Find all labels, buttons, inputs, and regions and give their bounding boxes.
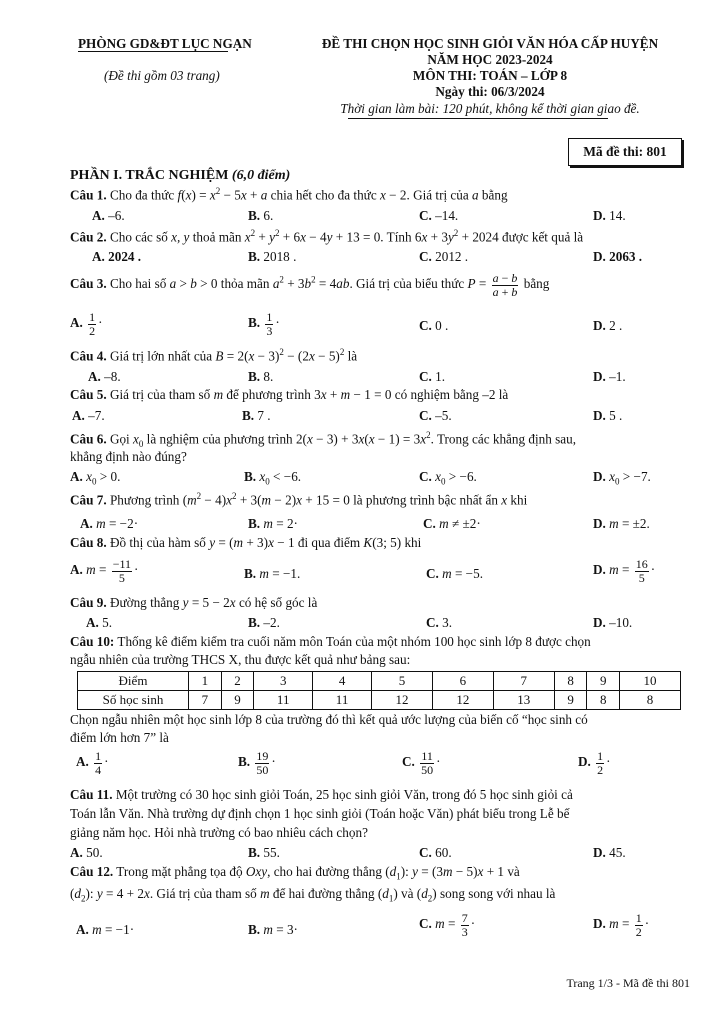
question-text: Đường thẳng	[109, 595, 180, 610]
question-text: . Tính	[380, 229, 412, 245]
question-text: bằng	[481, 187, 508, 203]
exam-title: ĐỀ THI CHỌN HỌC SINH GIỎI VĂN HÓA CẤP HUYỆN	[321, 36, 659, 51]
q1-option-c[interactable]: C. –14.	[419, 208, 459, 223]
q3-option-c[interactable]: C. 0 .	[419, 318, 449, 333]
duration: Thời gian làm bài: 120 phút, không kể thời gian giao đề.	[340, 101, 640, 116]
question-text: là nghiệm của phương trình	[146, 431, 293, 447]
q12-option-d[interactable]: D. m = $\frac{1}{2}$ ·	[593, 911, 650, 939]
question-text: Thống kê điểm kiểm tra cuối năm môn Toán của một nhóm 100 học sinh lớp 8 được chọn	[117, 634, 591, 649]
question-text: Gọi	[109, 431, 130, 447]
question-label: Câu 12.	[70, 864, 114, 879]
q3-option-d[interactable]: D. 2 .	[593, 318, 623, 333]
question-9: Câu 9. Đường thẳng y = 5 − 2x có hệ số góc là	[70, 595, 318, 610]
question-text: khi	[510, 492, 528, 508]
question-label: Câu 5.	[70, 387, 107, 402]
question-label: Câu 2.	[70, 229, 107, 245]
table-cell: 9	[554, 691, 587, 710]
question-text: đi qua điểm	[297, 535, 361, 550]
table-cell: 8	[554, 672, 587, 691]
q6-option-b[interactable]: B. $x_0 < -6$.	[244, 469, 302, 487]
question-label: Câu 8.	[70, 535, 107, 550]
exam-code-box: Mã đề thi: 801	[568, 138, 682, 166]
q9-option-d[interactable]: D. –10.	[593, 615, 633, 630]
score-table	[77, 671, 681, 710]
question-text: Một trường có 30 học sinh giỏi Toán, 25 học sinh giỏi Văn, trong đó 5 học sinh giỏi cả	[115, 787, 573, 802]
school-year: NĂM HỌC 2023-2024	[427, 52, 553, 67]
question-text: Cho hai số	[109, 276, 167, 292]
question-7: Câu 7. Phương trình $(m^2 - 4)x^2 + 3(m - 2)x + 15 = 0$ là phương trình bậc nhất ẩn x khi	[70, 491, 528, 508]
q12-option-b[interactable]: B. m = 3·	[248, 922, 298, 937]
table-cell: 7	[493, 672, 554, 691]
q1-option-b[interactable]: B. 6.	[248, 208, 274, 223]
table-cell: 8	[620, 691, 681, 710]
question-6-line2: khẳng định nào đúng?	[70, 449, 187, 464]
q8-option-a[interactable]: A. m = $\frac{-11}{5}$ ·	[70, 557, 139, 585]
table-row	[78, 672, 681, 691]
subject: MÔN THI: TOÁN – LỚP 8	[412, 68, 568, 83]
question-label: Câu 1.	[70, 187, 107, 203]
q1-option-a[interactable]: A. –6.	[92, 208, 125, 223]
question-text: Cho các số	[109, 229, 168, 245]
duration-underline	[348, 118, 608, 119]
table-cell: 9	[587, 672, 620, 691]
question-6: Câu 6. Gọi $x_0$ là nghiệm của phương trình $2(x - 3) + 3x(x - 1) = 3x^2$. Trong các khẳng định sau,	[70, 430, 577, 450]
question-10	[70, 634, 591, 651]
q5-option-c[interactable]: C. –5.	[419, 408, 452, 423]
q5-option-a[interactable]: A. –7.	[72, 408, 105, 423]
section-points: (6,0 điểm)	[231, 168, 291, 183]
q2-option-a[interactable]: A. 2024 .	[92, 249, 142, 264]
question-5: Câu 5. Giá trị của tham số m để phương trình 3x + m − 1 = 0 có nghiệm bằng –2 là	[70, 387, 509, 402]
q8-option-c[interactable]: C. m = −5.	[426, 566, 484, 581]
question-text: . Giá trị của biểu thức	[349, 276, 465, 292]
table-cell: 10	[620, 672, 681, 691]
q6-option-c[interactable]: C. $x_0 > -6$.	[419, 469, 477, 487]
question-10-line2: ngẫu nhiên của trường THCS X, thu được kết quả như bảng sau:	[70, 652, 411, 667]
q9-option-c[interactable]: C. 3.	[426, 615, 453, 630]
question-12: Câu 12. Trong mặt phẳng tọa độ Oxy, cho hai đường thẳng $(d_1)$: y = (3m − 5)x + 1 và	[70, 864, 520, 882]
question-1: Câu 1. Cho đa thức $f(x) = x^2 - 5x + a$ chia hết cho đa thức x − 2. Giá trị của a bằng	[70, 186, 508, 203]
table-header-cell: Số học sinh	[78, 691, 189, 710]
question-label: Câu 4.	[70, 348, 107, 364]
question-text: được kết quả là	[502, 229, 584, 245]
table-cell: 12	[372, 691, 433, 710]
q7-option-a[interactable]: A. m = −2·	[80, 516, 139, 531]
section-label: PHẦN I. TRẮC NGHIỆM	[70, 168, 229, 183]
page-footer: Trang 1/3 - Mã đề thi 801	[566, 976, 690, 990]
q4-option-a[interactable]: A. –8.	[88, 369, 121, 384]
question-4: Câu 4. Giá trị lớn nhất của $B = 2(x - 3)^2 - (2x - 5)^2$ là	[70, 347, 358, 364]
q9-option-a[interactable]: A. 5.	[86, 615, 113, 630]
q12-option-a[interactable]: A. m = −1·	[76, 922, 135, 937]
q11-option-c[interactable]: C. 60.	[419, 845, 452, 860]
question-label: Câu 6.	[70, 431, 107, 447]
question-label: Câu 9.	[70, 595, 107, 610]
exam-date: Ngày thi: 06/3/2024	[435, 84, 545, 99]
q4-option-c[interactable]: C. 1.	[419, 369, 446, 384]
q10-option-a[interactable]: A. $\frac{1}{4}$ ·	[76, 749, 109, 777]
q5-option-b[interactable]: B. 7 .	[242, 408, 271, 423]
table-header-cell: Điểm	[78, 672, 189, 691]
q1-option-d[interactable]: D. 14.	[593, 208, 626, 223]
q6-option-d[interactable]: D. $x_0 > -7$.	[593, 469, 651, 487]
q2-option-d[interactable]: D. 2063 .	[593, 249, 643, 264]
question-text: Giá trị lớn nhất của	[109, 348, 213, 364]
question-10-line4: điểm lớn hơn 7” là	[70, 730, 169, 745]
question-label: Câu 10:	[70, 634, 115, 649]
table-cell: 12	[432, 691, 493, 710]
math-expr: f	[177, 187, 182, 203]
q7-option-c[interactable]: C. m ≠ ±2·	[423, 516, 481, 531]
table-cell: 9	[221, 691, 254, 710]
q11-option-b[interactable]: B. 55.	[248, 845, 280, 860]
question-2: Câu 2. Cho các số x, y thoả mãn $x^2 + y^2 + 6x - 4y + 13 = 0$. Tính $6x + 3y^2 + 2024$ được kết quả là	[70, 228, 584, 245]
question-12-line2: $(d_2)$: y = 4 + 2x. Giá trị của tham số m để hai đường thẳng $(d_1)$ và $(d_2)$ song song với nhau là	[70, 886, 556, 904]
question-text: Phương trình	[109, 492, 180, 508]
question-11	[70, 787, 573, 804]
question-text: có hệ số góc là	[238, 595, 318, 610]
fraction: $\frac{a - b}{a + b}$	[492, 271, 518, 299]
question-11-line2: Toán lẫn Văn. Nhà trường dự định chọn 1 học sinh giỏi (Toán hoặc Văn) phát biểu trong Lễ bế	[70, 806, 570, 821]
question-label: Câu 11.	[70, 787, 113, 802]
question-11-line3: giảng năm học. Hỏi nhà trường có bao nhiêu cách chọn?	[70, 825, 368, 840]
question-text: . Trong các khẳng định sau,	[430, 431, 577, 447]
q2-option-b[interactable]: B. 2018 .	[248, 249, 297, 264]
table-cell: 1	[189, 672, 222, 691]
table-cell: 2	[221, 672, 254, 691]
question-3: Câu 3. Cho hai số a > b > 0 thỏa mãn $a^2 + 3b^2 = 4ab$. Giá trị của biểu thức P = $\frac{a - b}{a + b}$ bằng	[70, 271, 550, 299]
table-cell: 13	[493, 691, 554, 710]
q10-option-c[interactable]: C. $\frac{11}{50}$ ·	[402, 749, 441, 777]
q11-option-d[interactable]: D. 45.	[593, 845, 626, 860]
question-text: bằng	[523, 276, 550, 292]
question-text: và	[401, 886, 414, 901]
question-text: là phương trình bậc nhất ẩn	[353, 492, 498, 508]
table-cell: 4	[313, 672, 372, 691]
q11-option-a[interactable]: A. 50.	[70, 845, 103, 860]
question-text: có nghiệm bằng –2 là	[394, 387, 509, 402]
q10-option-b[interactable]: B. $\frac{19}{50}$ ·	[238, 749, 276, 777]
question-10-line3: Chọn ngẫu nhiên một học sinh lớp 8 của trường đó thì kết quả ước lượng của biến cố “học sinh có	[70, 712, 588, 727]
pages-note: (Đề thi gồm 03 trang)	[104, 68, 220, 83]
table-cell: 3	[254, 672, 313, 691]
question-text: để phương trình	[226, 387, 311, 402]
q9-option-b[interactable]: B. –2.	[248, 615, 280, 630]
question-text: Giá trị của tham số	[109, 387, 211, 402]
q8-option-b[interactable]: B. m = −1.	[244, 566, 301, 581]
question-text: thỏa mãn	[220, 276, 270, 292]
table-cell: 6	[432, 672, 493, 691]
q4-option-b[interactable]: B. 8.	[248, 369, 274, 384]
table-cell: 8	[587, 691, 620, 710]
table-row	[78, 691, 681, 710]
question-text: thoả mãn	[192, 229, 242, 245]
question-text: khi	[404, 535, 422, 550]
header-underline	[78, 51, 228, 52]
q5-option-d[interactable]: D. 5 .	[593, 408, 623, 423]
question-label: Câu 7.	[70, 492, 107, 508]
question-text: Đồ thị của hàm số	[109, 535, 206, 550]
table-cell: 7	[189, 691, 222, 710]
question-text: Trong mặt phẳng tọa độ	[116, 864, 243, 879]
q8-option-d[interactable]: D. m = $\frac{16}{5}$ ·	[593, 557, 656, 585]
question-text: là	[347, 348, 358, 364]
q6-option-a[interactable]: A. $x_0 > 0$.	[70, 469, 121, 487]
section-title	[70, 167, 290, 185]
q12-option-c[interactable]: C. m = $\frac{7}{3}$ ·	[419, 911, 476, 939]
question-label: Câu 3.	[70, 276, 107, 292]
question-text: để hai đường thẳng	[272, 886, 375, 901]
q10-option-d[interactable]: D. $\frac{1}{2}$ ·	[578, 749, 611, 777]
question-text: . Giá trị của	[406, 187, 469, 203]
table-cell: 11	[313, 691, 372, 710]
question-text: song song với nhau là	[440, 886, 556, 901]
q7-option-b[interactable]: B. m = 2·	[248, 516, 298, 531]
department-name: PHÒNG GD&ĐT LỤC NGẠN	[78, 36, 252, 51]
q3-option-b[interactable]: B. $\frac{1}{3}$ ·	[248, 310, 280, 338]
q3-option-a[interactable]: A. $\frac{1}{2}$ ·	[70, 310, 103, 338]
question-text: và	[507, 864, 520, 879]
question-8: Câu 8. Đồ thị của hàm số y = (m + 3)x − 1 đi qua điểm K(3; 5) khi	[70, 535, 422, 550]
table-cell: 11	[254, 691, 313, 710]
question-text: . Giá trị của tham số	[149, 886, 257, 901]
question-text: Cho đa thức	[109, 187, 175, 203]
question-text: , cho hai đường thẳng	[267, 864, 382, 879]
q7-option-d[interactable]: D. m = ±2.	[593, 516, 650, 531]
q4-option-d[interactable]: D. –1.	[593, 369, 626, 384]
table-cell: 5	[372, 672, 433, 691]
question-text: chia hết cho đa thức	[270, 187, 377, 203]
q2-option-c[interactable]: C. 2012 .	[419, 249, 469, 264]
